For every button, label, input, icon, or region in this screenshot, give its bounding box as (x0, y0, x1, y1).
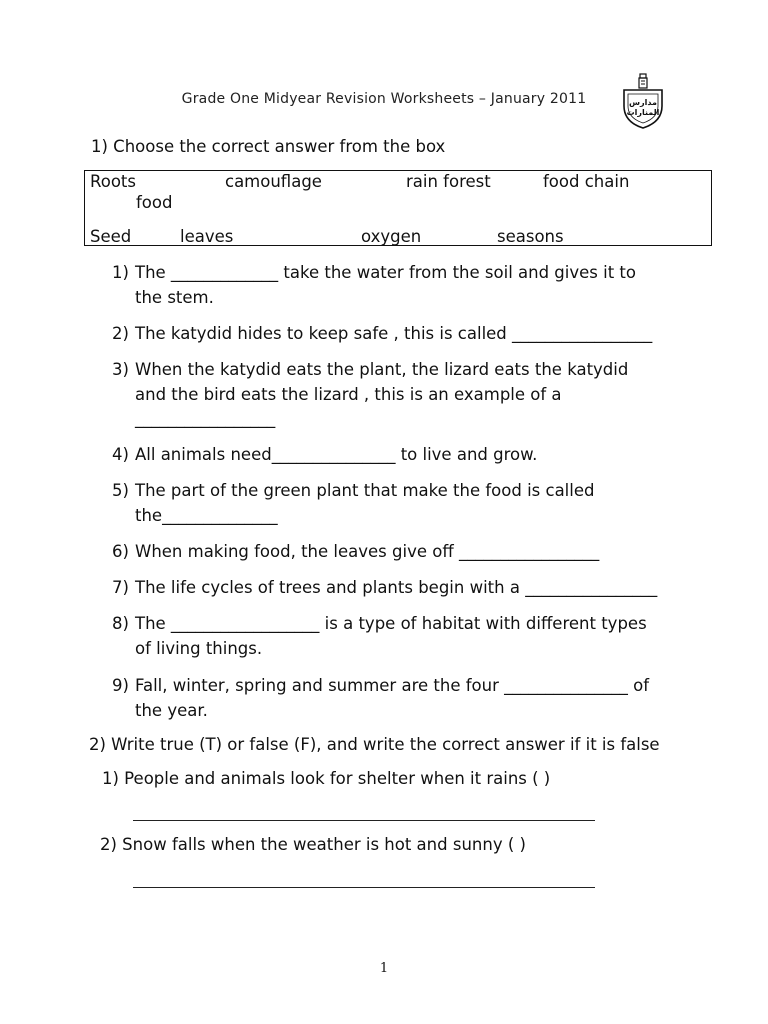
question-text: Fall, winter, spring and summer are the four _______________ of (135, 676, 649, 695)
word-camouflage: camouflage (225, 172, 322, 191)
question-text: the year. (135, 700, 208, 720)
question-text: When the katydid eats the plant, the lizard eats the katydid (135, 360, 629, 379)
worksheet-title: Grade One Midyear Revision Worksheets – January 2011 (181, 91, 587, 107)
page-number: 1 (379, 961, 389, 976)
section-1-title: 1) Choose the correct answer from the box (91, 137, 446, 156)
question-text: The katydid hides to keep safe , this is called _________________ (135, 324, 653, 343)
question-number: 2) (112, 324, 129, 343)
word-rain-forest: rain forest (406, 172, 491, 191)
svg-text:المنارات: المنارات (626, 108, 660, 117)
question-text: The life cycles of trees and plants begin with a ________________ (135, 578, 658, 597)
question-number: 4) (112, 445, 129, 464)
true-false-item: 1) People and animals look for shelter when it rains ( ) (102, 769, 551, 788)
word-oxygen: oxygen (361, 227, 422, 246)
question-text: All animals need_______________ to live and grow. (135, 445, 538, 464)
question-number: 3) (112, 360, 129, 379)
school-crest-logo (620, 72, 666, 130)
question-number: 8) (112, 614, 129, 633)
question-text: and the bird eats the lizard , this is an example of a (135, 384, 562, 404)
answer-line[interactable] (133, 887, 595, 888)
question-text: The __________________ is a type of habitat with different types (135, 614, 647, 633)
section-2-title: 2) Write true (T) or false (F), and write the correct answer if it is false (89, 735, 660, 754)
answer-line[interactable] (133, 820, 595, 821)
question-text: _________________ (135, 409, 276, 428)
question-number: 9) (112, 676, 129, 695)
question-number: 7) (112, 578, 129, 597)
question-text: When making food, the leaves give off _________________ (135, 542, 600, 561)
question-number: 6) (112, 542, 129, 561)
question-text: The _____________ take the water from the soil and gives it to (135, 263, 636, 282)
question-text: the stem. (135, 287, 214, 307)
question-text: of living things. (135, 638, 263, 658)
true-false-item: 2) Snow falls when the weather is hot and sunny ( ) (100, 835, 526, 854)
question-number: 1) (112, 263, 129, 282)
word-seasons: seasons (497, 227, 564, 246)
question-text: The part of the green plant that make the food is called (135, 481, 595, 500)
word-food: food (136, 193, 173, 212)
word-seed: Seed (90, 227, 132, 246)
word-food-chain: food chain (543, 172, 630, 191)
question-number: 5) (112, 481, 129, 500)
svg-text:مدارس: مدارس (629, 98, 657, 107)
word-leaves: leaves (180, 227, 234, 246)
word-roots: Roots (90, 172, 136, 191)
question-text: the______________ (135, 505, 278, 525)
